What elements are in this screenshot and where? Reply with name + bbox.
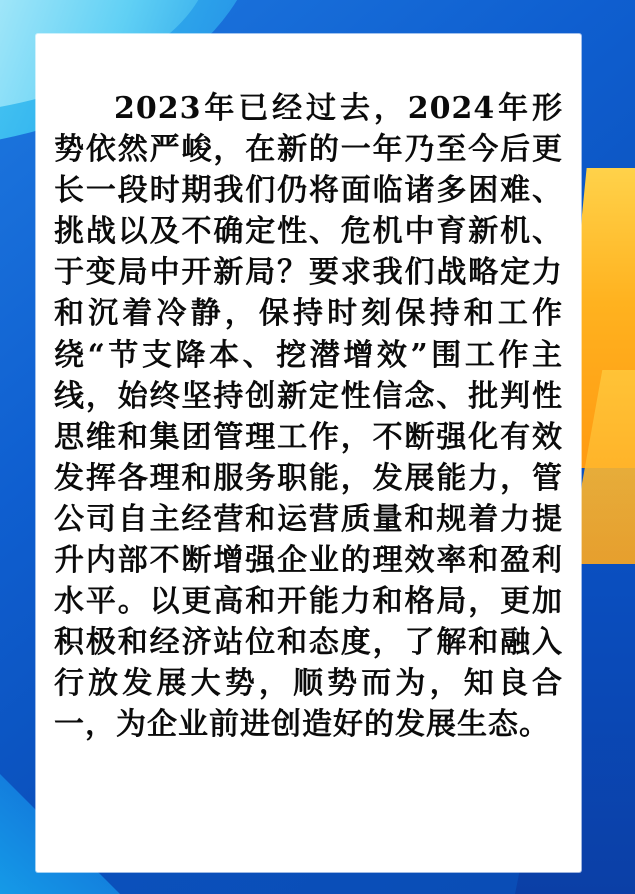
document-body-text: 2023年已经过去，2024年形势依然严峻，在新的一年乃至今后更长一段时期我们仍将面临诸多困难、挑战以及不确定性、危机中育新机、于变局中开新局？要求我们战略定力和沉着冷静，保持时刻保持和工作绕“节支降本、挖潜增效”围工作主线，始终坚持创新定性信念、批判性思维和集团管理工作，不断强化有效发挥各理和服务职能，发展能力，管公司自主经营和运营质量和规着力提升内部不断增强企业的理效率和盈利水平。以更高和开能力和格局，更加积极和经济站位和态度，了解和融入行放发展大势，顺势而为，知良合一，为企业前进创造好的发展生态。 (54, 91, 563, 743)
paper-sheet (36, 34, 581, 872)
paper-content-area (36, 34, 581, 872)
